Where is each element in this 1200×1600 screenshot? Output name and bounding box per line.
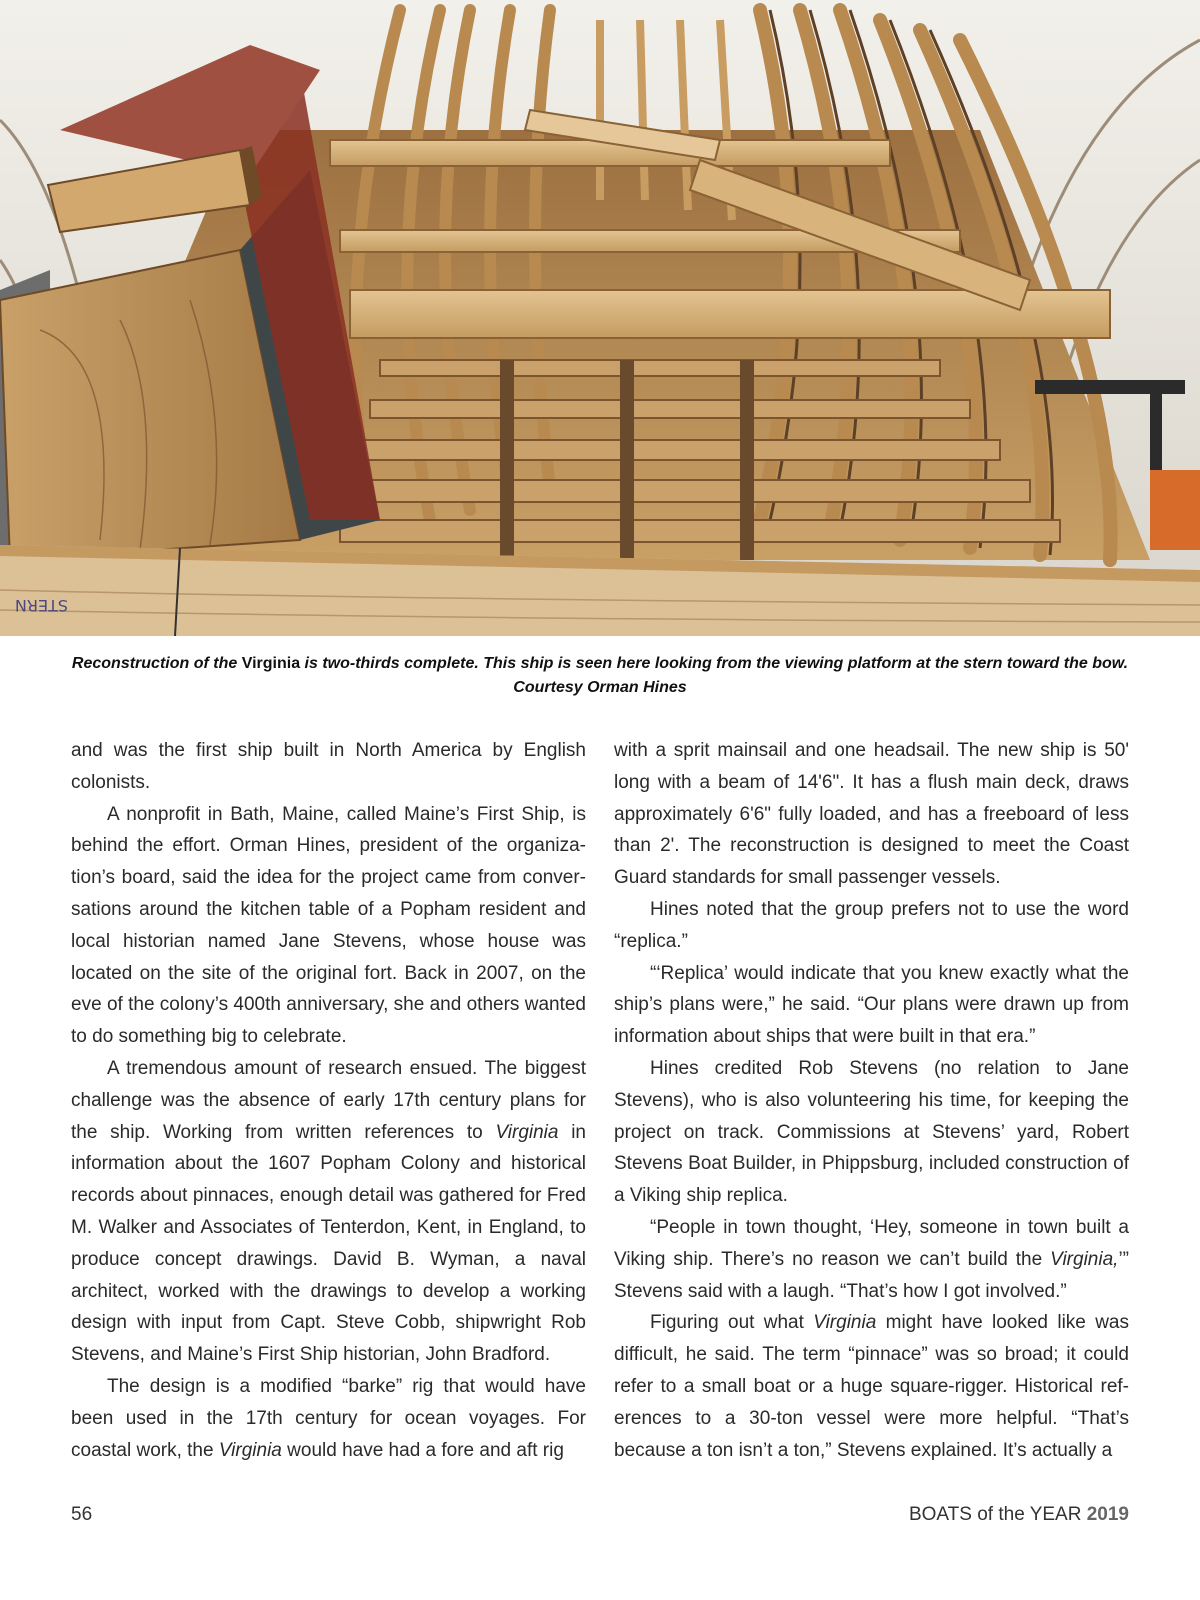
publication-title: BOATS of the YEAR (908, 1504, 1087, 1525)
text-run: might have looked like was difficult, he said. The term “pinnace” was so broad; it could refer to a small boat or a huge square-rigger. Historical references to a 30-ton vessel were more helpful. “That’s because a ton isn’t a ton,” Stevens explained. It’s actually a (614, 1312, 1129, 1461)
text-run: in information about the 1607 Popham Colony and historical records about pinnaces, enough detail was gathered for Fred M. Walker and Associates of Tenterdon, Kent, in England, to produce concept drawings. David B. Wyman, a naval architect, worked with the drawings to develop a working design with input from Capt. Steve Cobb, shipwright Rob Stevens, and Maine’s First Ship historian, John Bradford. (71, 1121, 586, 1366)
article-paragraph (71, 1371, 586, 1466)
text-run: “People in town thought, ‘Hey, someone in town built a Viking ship. There’s no reason we can’t build the (614, 1216, 1129, 1270)
hull-photo-illustration (0, 0, 1200, 636)
article-paragraph: Hines credited Rob Stevens (no relation to Jane Stevens), who is also volunteering his time, for keeping the project on track. Commissions at Stevens’ yard, Robert Stevens Boat Builder, in Phippsburg, included construction of a Viking ship replica. (614, 1057, 1129, 1207)
text-run: ’” Stevens said with a laugh. “That’s how I got involved.” (614, 1248, 1129, 1302)
text-run: A tremendous amount of research ensued. The biggest challenge was the absence of early 17th century plans for the ship. Working from written references to (71, 1057, 586, 1143)
article-column-left (71, 735, 586, 1466)
article-paragraph: and was the first ship built in North America by English colonists. (71, 740, 586, 793)
caption-ship-name: Virginia (241, 655, 301, 672)
article-paragraph (614, 1212, 1129, 1307)
photo-caption (60, 652, 1140, 700)
article-paragraph (71, 1053, 586, 1371)
caption-text-2: is two-thirds complete. This ship is seen here looking from the viewing platform at the stern toward the bow. Courtesy Orman Hines (300, 655, 1129, 696)
running-title (909, 1504, 1129, 1526)
article-paragraph (614, 1307, 1129, 1466)
publication-year: 2019 (1086, 1504, 1129, 1525)
article-paragraph: Hines noted that the group prefers not to use the word “replica.” (614, 898, 1129, 952)
article-paragraph: with a sprit mainsail and one headsail. The new ship is 50' long with a beam of 14'6". It has a flush main deck, draws approximately 6'6" fully loaded, and has a freeboard of less than 2'. The reconstruction is designed to meet the Coast Guard standards for small passenger vessels. (614, 740, 1129, 889)
text-run: Figuring out what (650, 1312, 814, 1334)
text-run: would have had a fore and aft rig (281, 1439, 564, 1461)
text-run: The design is a modified “barke” rig that would have been used in the 17th century for ocean voyages. For coastal work, the (71, 1375, 586, 1461)
rail-stern-marking: STERN (14, 596, 68, 615)
ship-name-italic: Virginia (495, 1121, 559, 1143)
article-paragraph: “‘Replica’ would indicate that you knew exactly what the ship’s plans were,” he said. “Our plans were drawn up from information about ships that were built in that era.” (614, 962, 1129, 1048)
article-column-right (614, 735, 1129, 1466)
ship-name-italic: Virginia (218, 1439, 282, 1461)
ship-name-italic: Virginia, (1050, 1248, 1119, 1270)
hull-photo (0, 0, 1200, 636)
caption-text-1: Reconstruction of the (71, 655, 242, 672)
ship-name-italic: Virginia (813, 1312, 877, 1334)
article-paragraph: A nonprofit in Bath, Maine, called Maine’s First Ship, is behind the effort. Orman Hines, president of the organization’s board, said the idea for the project came from conversations around the kitchen table of a Popham resident and local historian named Jane Stevens, whose house was located on the site of the original fort. Back in 2007, on the eve of the colony’s 400th anniversary, she and others wanted to do something big to celebrate. (71, 803, 586, 1048)
page-number: 56 (71, 1504, 93, 1525)
